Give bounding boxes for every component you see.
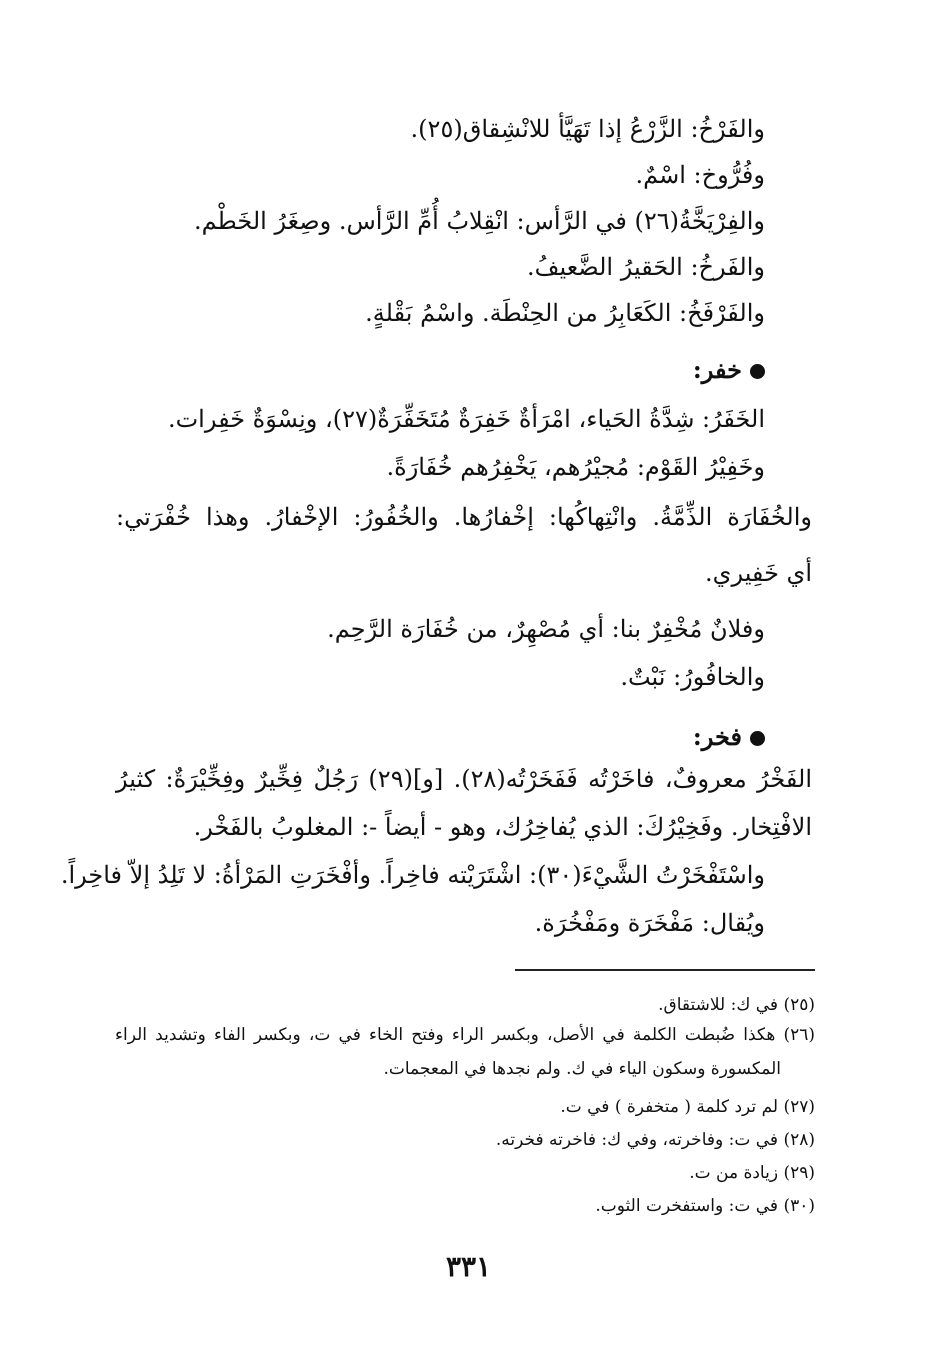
entry-line-fakhar-4: ويُقال: مَفْخَرَة ومَفْخُرَة. — [534, 909, 765, 937]
footnote-26-line-1: (٢٦) هكذا ضُبطت الكلمة في الأصل، وبكسر الراء وفتح الخاء في ت، وبكسر الفاء وتشديد الراء — [115, 1025, 815, 1045]
section-heading-khafar — [693, 353, 765, 387]
entry-line-khafar-5: وفلانٌ مُخْفِرٌ بنا: أي مُصْهِرٌ، من خُفَارَة الرَّحِم. — [327, 615, 765, 643]
entry-line-farkh-5: والفَرْفَخُ: الكَعَابِرُ من الحِنْطَة. واسْمُ بَقْلةٍ. — [365, 299, 765, 327]
entry-line-farkh-4: والفَرخُ: الحَقيرُ الضَّعيفُ. — [527, 253, 765, 281]
entry-line-fakhar-2: الافْتِخار. وفَخِيْرُكَ: الذي يُفاخِرُك، وهو - أيضاً -: المغلوبُ بالفَخْر. — [193, 813, 812, 841]
entry-line-farkh-2: وفُرُّوخ: اسْمٌ. — [635, 161, 765, 189]
footnote-29: (٢٩) زيادة من ت. — [689, 1163, 815, 1183]
footnote-divider — [515, 969, 815, 971]
footnote-27: (٢٧) لم ترد كلمة ( متخفرة ) في ت. — [560, 1097, 815, 1117]
bullet-icon — [750, 731, 765, 746]
bullet-icon — [750, 364, 765, 379]
page-number: ٣٣١ — [445, 1250, 492, 1283]
entry-line-khafar-4: أي خَفِيري. — [705, 559, 812, 587]
footnote-28: (٢٨) في ت: وفاخرته، وفي ك: فاخرته فخرته. — [495, 1130, 815, 1150]
entry-line-fakhar-3: واسْتَفْخَرْتُ الشَّيْءَ(٣٠): اشْتَرَيْته فاخِراً. وأفْخَرَتِ المَرْأةُ: لا تَلِدُ إلاّ فاخِراً. — [60, 861, 765, 889]
footnote-26-line-2: المكسورة وسكون الياء في ك. ولم نجدها في المعجمات. — [383, 1059, 781, 1079]
entry-line-khafar-1: الخَفَرُ: شِدَّةُ الحَياء، امْرَأةٌ خَفِرَةٌ مُتَخَفِّرَةٌ(٢٧)، ونِسْوَةٌ خَفِرات. — [167, 405, 765, 433]
footnote-25: (٢٥) في ك: للاشتقاق. — [658, 995, 815, 1015]
section-heading-fakhar — [693, 720, 765, 754]
entry-line-khafar-2: وخَفِيْرُ القَوْم: مُجيْرُهم، يَخْفِرُهم خُفَارَةً. — [386, 453, 765, 481]
entry-line-khafar-6: والخافُورُ: نَبْتٌ. — [620, 663, 765, 691]
heading-text: فخر: — [692, 722, 742, 751]
entry-line-fakhar-1: الفَخْرُ معروفٌ، فاخَرْتُه فَفَخَرْتُه(٢٨). [و](٢٩) رَجُلٌ فِخِّيرٌ وفِخِّيْرَةٌ: كثيرُ — [116, 765, 812, 793]
entry-line-farkh-3: والفِرْيَخَّةُ(٢٦) في الرَّأس: انْقِلابُ أُمِّ الرَّأس. وصِغَرُ الخَطْم. — [194, 207, 765, 235]
footnote-30: (٣٠) في ت: واستفخرت الثوب. — [595, 1196, 815, 1216]
entry-line-khafar-3: والخُفَارَة الذِّمَّةُ. وانْتِهاكُها: إخْفارُها. والخُفُورُ: الإخْفارُ. وهذا خُفْرَتي: — [116, 503, 812, 531]
heading-text: خفر: — [692, 355, 742, 384]
entry-line-farkh-1: والفَرْخُ: الزَّرْعُ إذا تَهَيَّأ للانْشِقاق(٢٥). — [410, 115, 765, 143]
